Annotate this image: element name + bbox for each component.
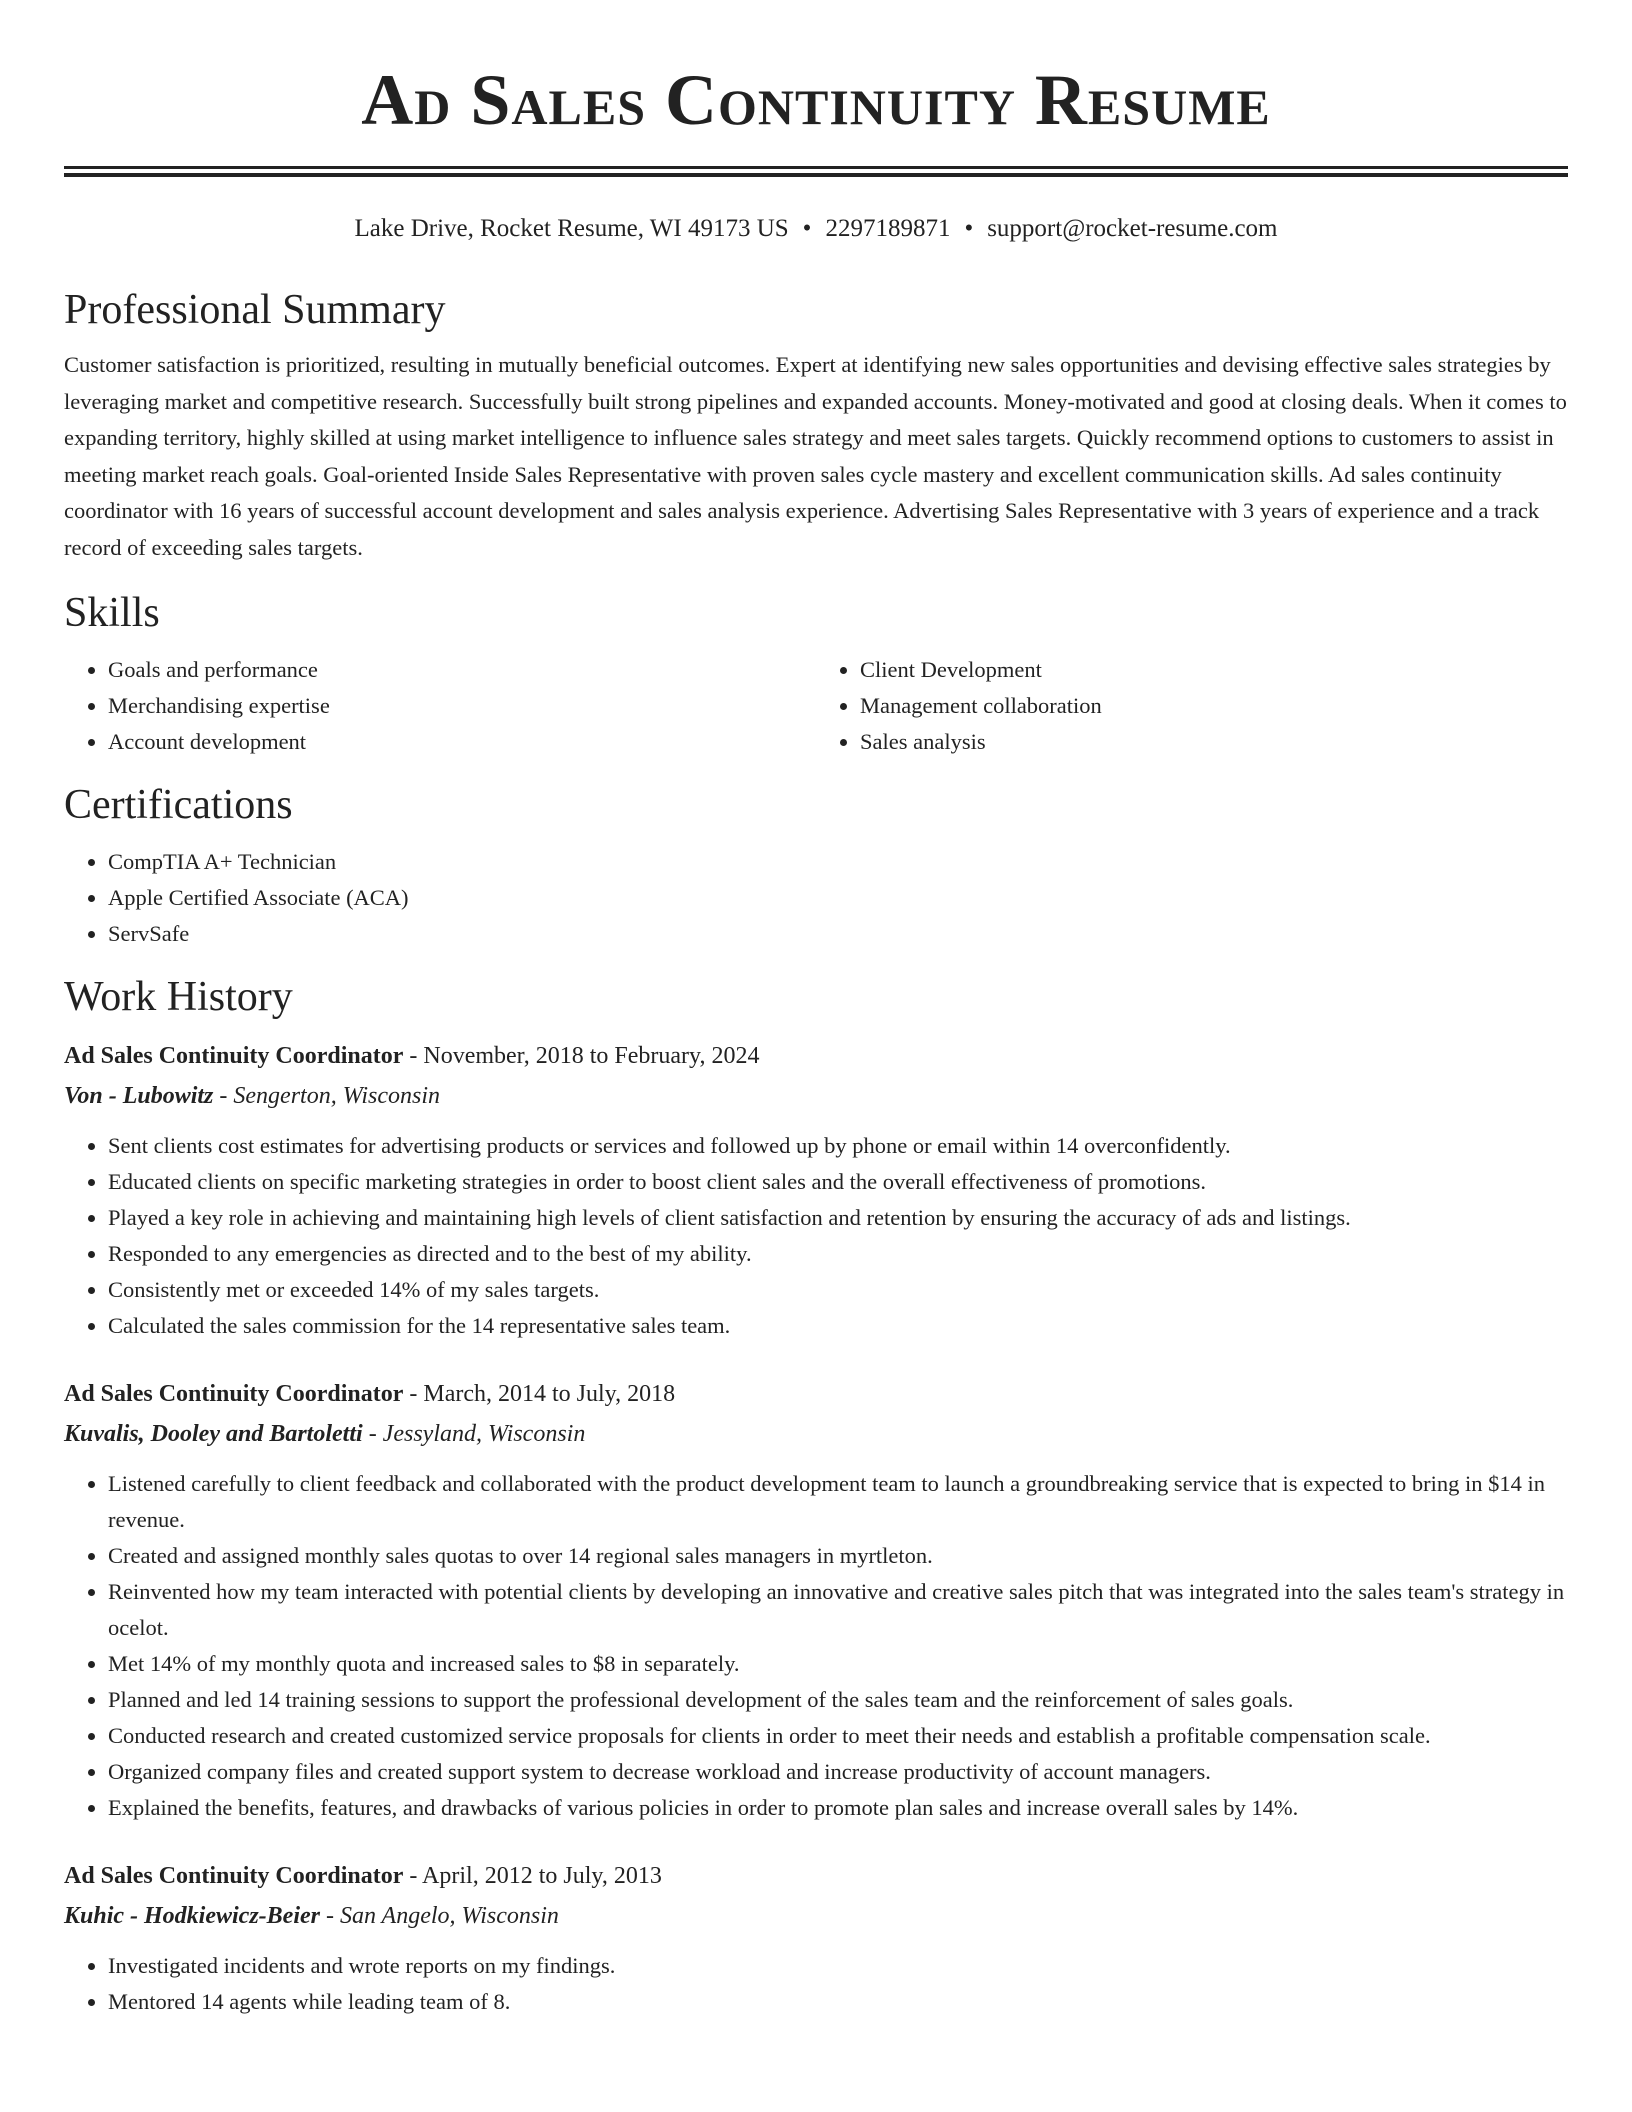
job-company: Von - Lubowitz bbox=[64, 1083, 214, 1109]
job-title: Ad Sales Continuity Coordinator bbox=[64, 1381, 404, 1407]
job-bullet: • Created and assigned monthly sales quotas to over 14 regional sales managers in myrtleton. bbox=[108, 1538, 1568, 1574]
skills-grid bbox=[64, 652, 1568, 760]
job-bullets bbox=[64, 1948, 1568, 2020]
job-bullet: • Educated clients on specific marketing strategies in order to boost client sales and the overall effectiveness of promotions. bbox=[108, 1164, 1568, 1200]
certifications-section bbox=[64, 780, 1568, 952]
skill-item: • Client Development bbox=[860, 652, 1568, 688]
job-entry bbox=[64, 1856, 1568, 2020]
skill-item: • Goals and performance bbox=[108, 652, 816, 688]
certification-item: • ServSafe bbox=[108, 916, 1568, 952]
job-company-line bbox=[64, 1414, 1568, 1454]
job-bullet: • Reinvented how my team interacted with potential clients by developing an innovative and creative sales pitch that was integrated into the sales team's strategy in ocelot. bbox=[108, 1574, 1568, 1646]
job-dates: - April, 2012 to July, 2013 bbox=[403, 1863, 662, 1889]
title-divider bbox=[64, 166, 1568, 177]
job-bullet: • Calculated the sales commission for the 14 representative sales team. bbox=[108, 1308, 1568, 1344]
job-company: Kuhic - Hodkiewicz-Beier bbox=[64, 1903, 320, 1929]
contact-email: support@rocket-resume.com bbox=[987, 215, 1278, 242]
job-bullets bbox=[64, 1128, 1568, 1344]
work-history-section bbox=[64, 972, 1568, 2020]
job-bullet: • Mentored 14 agents while leading team of 8. bbox=[108, 1984, 1568, 2020]
contact-separator: • bbox=[964, 215, 974, 242]
summary-section bbox=[64, 285, 1568, 566]
job-bullet: • Responded to any emergencies as directed and to the best of my ability. bbox=[108, 1236, 1568, 1272]
job-bullet: • Planned and led 14 training sessions to support the professional development of the sales team and the reinforcement of sales goals. bbox=[108, 1682, 1568, 1718]
skills-heading: Skills bbox=[64, 590, 160, 636]
job-bullet: • Explained the benefits, features, and drawbacks of various policies in order to promote plan sales and increase overall sales by 14%. bbox=[108, 1790, 1568, 1826]
skill-item: • Account development bbox=[108, 724, 816, 760]
job-bullet: • Consistently met or exceeded 14% of my sales targets. bbox=[108, 1272, 1568, 1308]
skills-list-left bbox=[64, 652, 816, 760]
job-location: - San Angelo, Wisconsin bbox=[319, 1903, 559, 1929]
job-entry bbox=[64, 1036, 1568, 1344]
job-company-line bbox=[64, 1896, 1568, 1936]
job-title-line bbox=[64, 1856, 1568, 1896]
contact-separator: • bbox=[802, 215, 812, 242]
certification-item: • CompTIA A+ Technician bbox=[108, 844, 1568, 880]
contact-line bbox=[64, 213, 1568, 245]
skills-section bbox=[64, 588, 1568, 760]
job-bullet: • Played a key role in achieving and maintaining high levels of client satisfaction and retention by ensuring the accuracy of ads and listings. bbox=[108, 1200, 1568, 1236]
job-title: Ad Sales Continuity Coordinator bbox=[64, 1043, 404, 1069]
job-bullet: • Sent clients cost estimates for advertising products or services and followed up by phone or email within 14 overconfidently. bbox=[108, 1128, 1568, 1164]
skill-item: • Sales analysis bbox=[860, 724, 1568, 760]
job-title-line bbox=[64, 1374, 1568, 1414]
resume-title: Ad Sales Continuity Resume bbox=[361, 60, 1271, 140]
skill-item: • Merchandising expertise bbox=[108, 688, 816, 724]
contact-phone: 2297189871 bbox=[825, 215, 951, 242]
certifications-heading: Certifications bbox=[64, 782, 293, 828]
job-bullet: • Organized company files and created support system to decrease workload and increase productivity of account managers. bbox=[108, 1754, 1568, 1790]
job-title-line bbox=[64, 1036, 1568, 1076]
skills-list-right bbox=[816, 652, 1568, 760]
job-dates: - March, 2014 to July, 2018 bbox=[403, 1381, 676, 1407]
job-entry bbox=[64, 1374, 1568, 1826]
job-company: Kuvalis, Dooley and Bartoletti bbox=[64, 1421, 363, 1447]
job-location: - Sengerton, Wisconsin bbox=[213, 1083, 441, 1109]
summary-text: Customer satisfaction is prioritized, resulting in mutually beneficial outcomes. Expert at identifying new sales opportunities and devising effective sales strategies by leveraging market and competitive research. Successfully built strong pipelines and expanded accounts. Money-motivated and good at closing deals. When it comes to expanding territory, highly skilled at using market intelligence to influence sales strategy and meet sales targets. Quickly recommend options to customers to assist in meeting market reach goals. Goal-oriented Inside Sales Representative with proven sales cycle mastery and excellent communication skills. Ad sales continuity coordinator with 16 years of successful account development and sales analysis experience. Advertising Sales Representative with 3 years of experience and a track record of exceeding sales targets. bbox=[64, 352, 1567, 560]
summary-heading: Professional Summary bbox=[64, 287, 446, 333]
certifications-list bbox=[64, 844, 1568, 952]
certification-item: • Apple Certified Associate (ACA) bbox=[108, 880, 1568, 916]
job-bullets bbox=[64, 1466, 1568, 1826]
contact-address: Lake Drive, Rocket Resume, WI 49173 US bbox=[354, 215, 789, 242]
job-location: - Jessyland, Wisconsin bbox=[362, 1421, 586, 1447]
job-bullet: • Met 14% of my monthly quota and increased sales to $8 in separately. bbox=[108, 1646, 1568, 1682]
job-company-line bbox=[64, 1076, 1568, 1116]
work-history-heading: Work History bbox=[64, 974, 293, 1020]
job-title: Ad Sales Continuity Coordinator bbox=[64, 1863, 404, 1889]
skill-item: • Management collaboration bbox=[860, 688, 1568, 724]
job-bullet: • Conducted research and created customized service proposals for clients in order to meet their needs and establish a profitable compensation scale. bbox=[108, 1718, 1568, 1754]
job-bullet: • Investigated incidents and wrote reports on my findings. bbox=[108, 1948, 1568, 1984]
job-dates: - November, 2018 to February, 2024 bbox=[403, 1043, 760, 1069]
job-bullet: • Listened carefully to client feedback and collaborated with the product development team to launch a groundbreaking service that is expected to bring in $14 in revenue. bbox=[108, 1466, 1568, 1538]
